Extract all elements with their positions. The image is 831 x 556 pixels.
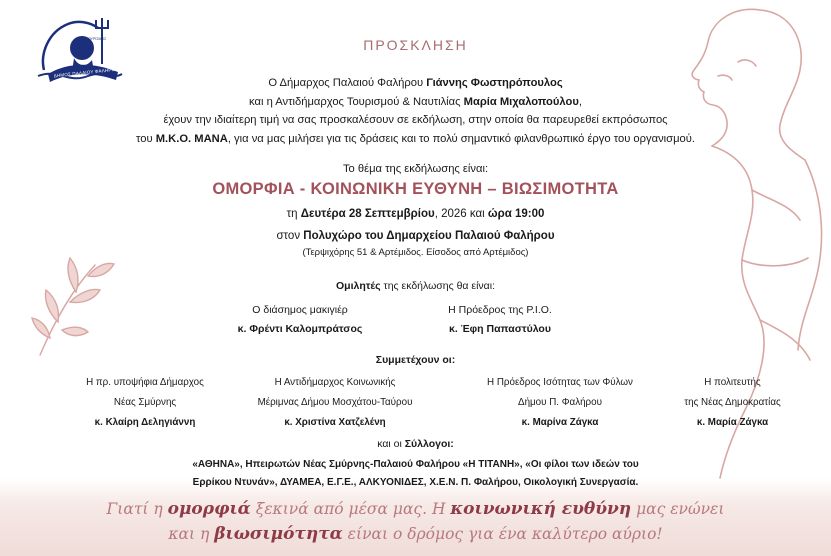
participant-role: Η πολιτευτής [704,377,761,388]
participant-name: κ. Χριστίνα Χατζελένη [284,417,386,428]
event-theme: ΟΜΟΡΦΙΑ - ΚΟΙΝΩΝΙΚΗ ΕΥΘΥΝΗ – ΒΙΩΣΙΜΟΤΗΤΑ [212,180,619,198]
participant-name: κ. Μαρία Ζάγκα [696,417,769,428]
venue-address: (Τερψιχόρης 51 & Αρτέμιδος. Είσοδος από Αρτέμιδος) [302,247,529,258]
slogan-line-2: και η βιωσιμότητα είναι ο δρόμος για ένα καλύτερο αύριο! [168,524,663,544]
speaker-name: κ. Φρέντι Καλομπράτσος [237,323,363,335]
associations-list [120,456,711,492]
speakers-lead: Ομιλητές της εκδήλωσης θα είναι: [335,280,496,292]
intro-text [60,74,771,148]
mayor-name: Γιάννης Φωστηρόπουλος [426,77,563,89]
participant-role: Η Αντιδήμαρχος Κοινωνικής [274,377,396,388]
participant-4 [640,373,825,433]
event-venue: στον Πολυχώρο του Δημαρχείου Παλαιού Φαλήρου [276,230,555,242]
associations-lead: και οι Σύλλογοι: [377,438,454,450]
deputy-mayor-name: Μαρία Μιχαλοπούλου [463,95,579,108]
speaker-role: Ο διάσημος μακιγιέρ [252,304,348,316]
logo-caption: ΔΗΜΟΣ ΠΑΛΑΙΟΥ ΦΑΛΗΡΟΥ [53,66,119,79]
participant-2 [225,373,445,433]
intro-line-4: του Μ.Κ.Ο. ΜΑΝΑ, για να μας μιλήσει για τις δράσεις και το πολύ σημαντικό φιλανθρωπικό έργο του οργανισμού. [136,132,695,145]
participant-name: κ. Κλαίρη Δεληγιάννη [94,417,196,428]
participant-role: Η πρ. υποψήφια Δήμαρχος [86,377,204,388]
event-datetime: τη Δευτέρα 28 Σεπτεμβρίου, 2026 και ώρα 19:00 [286,208,545,220]
participant-1 [45,373,245,433]
speaker-name: κ. Έφη Παπαστύλου [449,323,551,335]
participant-role-2: Μέριμνας Δήμου Μοσχάτου-Ταύρου [257,397,413,408]
svg-text:ΤΟΥΡΙΣΜΟΣ: ΤΟΥΡΙΣΜΟΣ [86,37,107,41]
intro-line-2: και η Αντιδήμαρχος Τουρισμού & Ναυτιλίας Μαρία Μιχαλοπούλου, [249,95,582,108]
slogan-line-1: Γιατί η ομορφιά ξεκινά από μέσα μας. Η κοινωνική ευθύνη μας ενώνει [106,499,725,519]
page-title: ΠΡΟΣΚΛΗΣΗ [363,37,468,53]
associations-line-1: «ΑΘΗΝΑ», Ηπειρωτών Νέας Σμύρνης-Παλαιού Φαλήρου «Η ΤΙΤΑΝΗ», «Οι φίλοι των ιδεών του [192,459,639,470]
participant-role-2: Δήμου Π. Φαλήρου [518,397,602,408]
participant-role: Η Πρόεδρος Ισότητας των Φύλων [487,377,633,388]
participant-name: κ. Μαρίνα Ζάγκα [521,417,599,428]
participant-role-2: της Νέας Δημοκρατίας [684,397,781,408]
participants-lead: Συμμετέχουν οι: [375,354,456,366]
event-time: ώρα 19:00 [487,208,545,220]
intro-line-3: έχουν την ιδιαίτερη τιμή να σας προσκαλέσουν σε εκδήλωση, στην οποία θα παρευρεθεί εκπρόσωπος [163,114,668,126]
speaker-role: Η Πρόεδρος της Ρ.Ι.Ο. [448,304,552,316]
leaf-branch-icon [32,258,114,355]
associations-line-2: Ερρίκου Ντυνάν», ΔΥΑΜΕΑ, Ε.Γ.Ε., ΑΛΚΥΟΝΙΔΕΣ, Χ.Ε.Ν. Π. Φαλήρου, Οικολογική Συνεργασία. [192,477,639,488]
theme-lead: Το θέμα της εκδήλωσης είναι: [342,163,489,175]
speaker-2 [375,301,625,339]
intro-line-1: Ο Δήμαρχος Παλαιού Φαλήρου Γιάννης Φωστηρόπουλος [268,77,563,89]
participant-role-2: Νέας Σμύρνης [113,397,177,408]
venue-name: Πολυχώρο του Δημαρχείου Παλαιού Φαλήρου [303,230,555,242]
event-date: Δευτέρα 28 Σεπτεμβρίου [300,208,435,220]
ngo-name: Μ.Κ.Ο. ΜΑΝΑ [155,132,228,145]
